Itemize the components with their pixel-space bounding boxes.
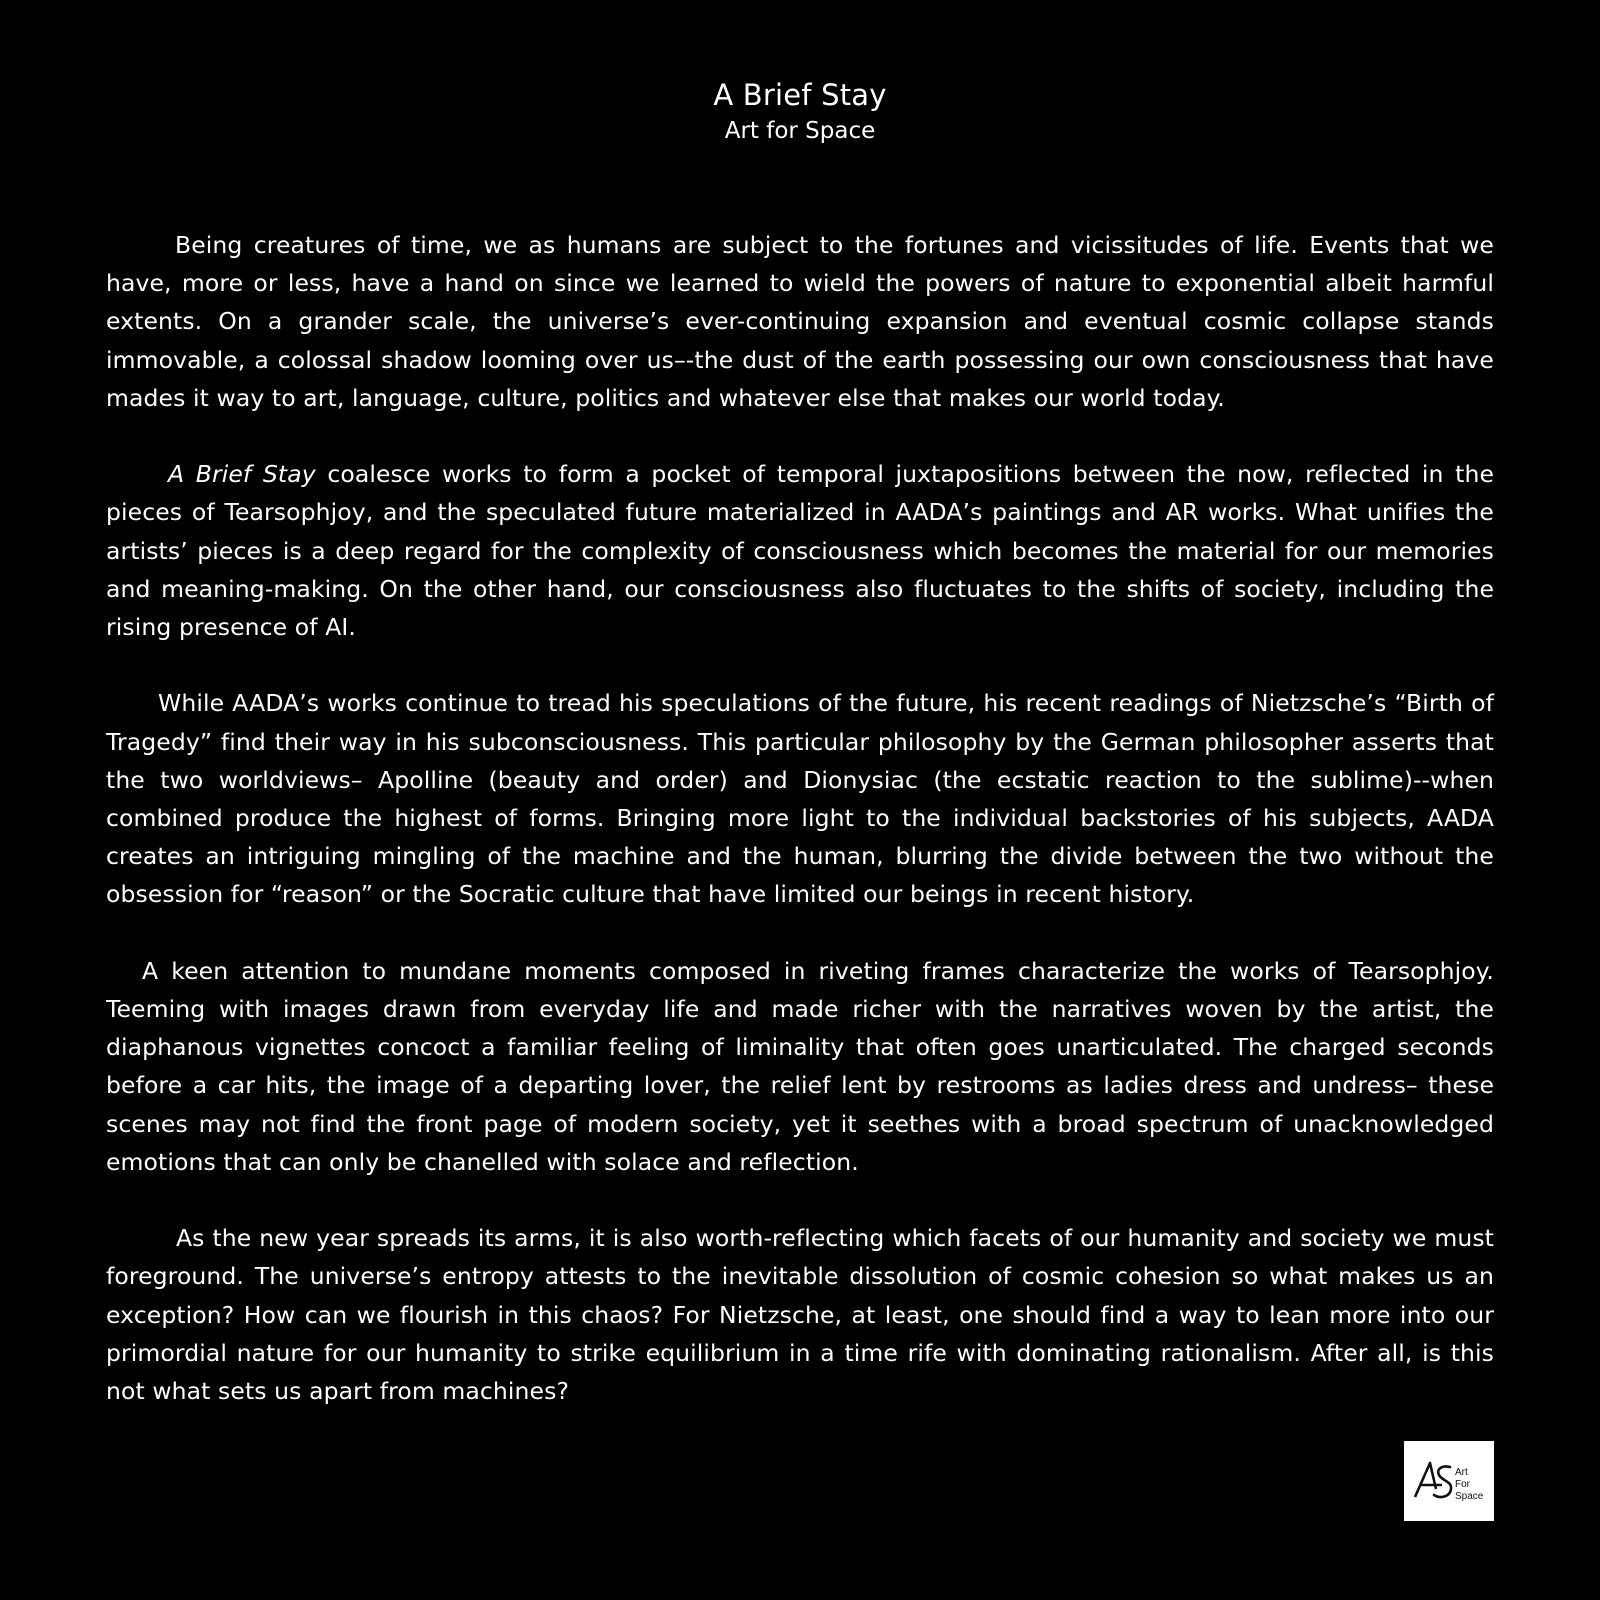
logo-wordmark <box>1455 1467 1483 1503</box>
paragraph-5: As the new year spreads its arms, it is also worth-reflecting which facets of our humanity and society we must foreground. The universe’s entropy attests to the inevitable dissolution of cosmic cohesion so what makes us an exception? How can we flourish in this chaos? For Nietzsche, at least, one should find a way to lean more into our primordial nature for our humanity to strike equilibrium in a time rife with dominating rationalism. After all, is this not what sets us apart from machines? <box>106 1224 1494 1406</box>
essay-body <box>106 226 1494 1448</box>
paragraph-2-text: coalesce works to form a pocket of temporal juxtapositions between the now, reflected in the pieces of Tearsophjoy, and the speculated future materialized in AADA’s paintings and AR works. What unifies the artists’ pieces is a deep regard for the complexity of consciousness which becomes the material for our memories and meaning-making. On the other hand, our consciousness also fluctuates to the shifts of society, including the rising presence of AI. <box>106 460 1495 642</box>
logo-line-space: Space <box>1455 1491 1484 1502</box>
exhibition-title-italic: A Brief Stay <box>168 460 316 489</box>
paragraph-3: While AADA’s works continue to tread his speculations of the future, his recent readings of Nietzsche’s “Birth of Tragedy” find their way in his subconsciousness. This particular philosophy by the German philosopher asserts that the two worldviews– Apolline (beauty and order) and Dionysiac (the ecstatic reaction to the sublime)--when combined produce the highest of forms. Bringing more light to the individual backstories of his subjects, AADA creates an intriguing mingling of the machine and the human, blurring the divide between the two without the obsession for “reason” or the Socratic culture that have limited our beings in recent history. <box>106 689 1494 909</box>
paragraph-4: A keen attention to mundane moments composed in riveting frames characterize the works of Tearsophjoy. Teeming with images drawn from everyday life and made richer with the narratives woven by the artist, the diaphanous vignettes concoct a familiar feeling of liminality that often goes unarticulated. The charged seconds before a car hits, the image of a departing lover, the relief lent by restrooms as ladies dress and undress– these scenes may not find the front page of modern society, yet it seethes with a broad spectrum of unacknowledged emotions that can only be chanelled with solace and reflection. <box>106 956 1494 1176</box>
art-for-space-logo-icon <box>1412 1459 1456 1503</box>
document-header <box>0 76 1600 146</box>
logo-line-for: For <box>1455 1479 1470 1490</box>
paragraph-2 <box>106 455 1494 646</box>
document-subtitle: Art for Space <box>724 118 876 144</box>
logo-line-art: Art <box>1455 1467 1468 1478</box>
art-for-space-logo <box>1404 1441 1494 1521</box>
paragraph-1: Being creatures of time, we as humans are subject to the fortunes and vicissitudes of life. Events that we have, more or less, have a hand on since we learned to wield the powers of nature to exponential albeit harmful extents. On a grander scale, the universe’s ever-continuing expansion and eventual cosmic collapse stands immovable, a colossal shadow looming over us–-the dust of the earth possessing our own consciousness that have mades it way to art, language, culture, politics and whatever else that makes our world today. <box>106 231 1494 412</box>
document-title: A Brief Stay <box>713 78 887 112</box>
